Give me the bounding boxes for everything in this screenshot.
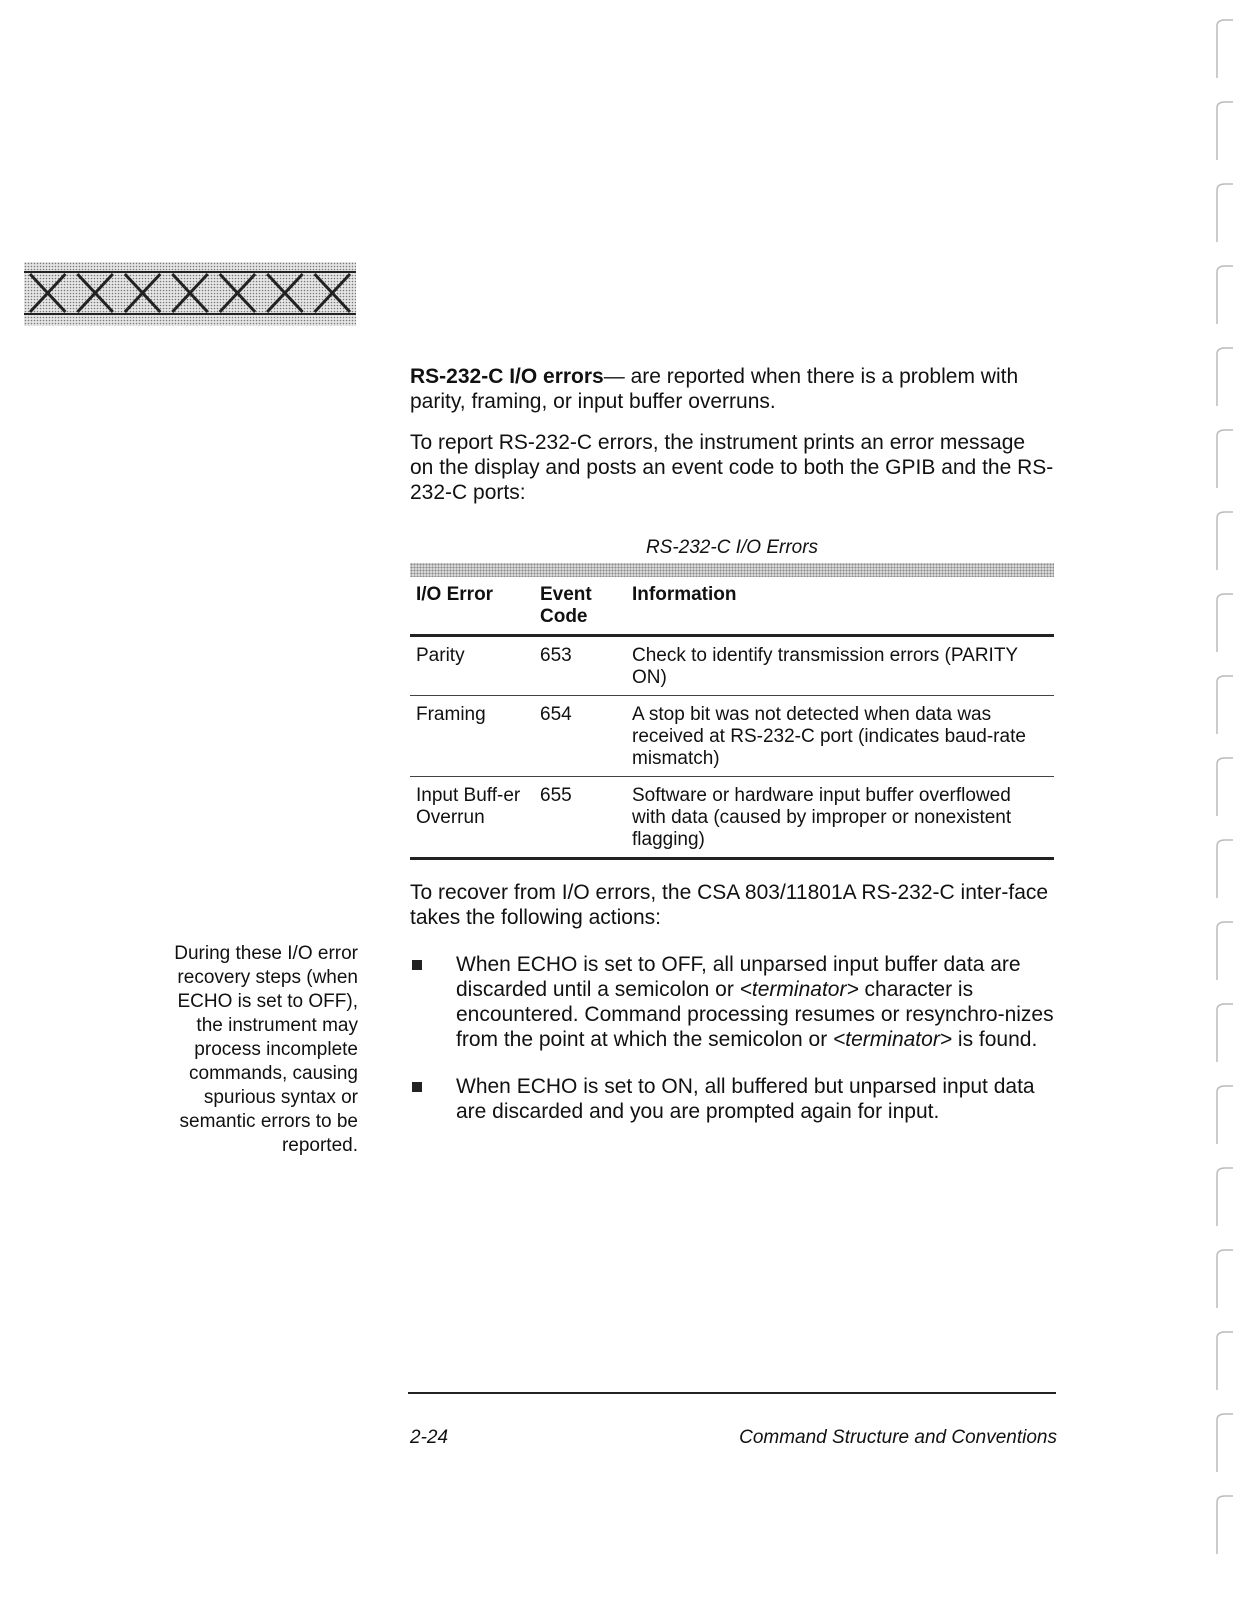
table-screen-band	[410, 563, 1054, 577]
square-bullet-icon	[412, 1082, 422, 1092]
io-errors-table	[410, 580, 1054, 860]
header-io-error: I/O Error	[410, 580, 534, 636]
table-row	[410, 636, 1054, 696]
intro-paragraph	[410, 364, 1054, 414]
edge-tab-mark	[1217, 594, 1233, 652]
cell-event-code: 654	[534, 696, 626, 777]
header-event-code: Event Code	[534, 580, 626, 636]
edge-tab-mark	[1217, 922, 1233, 980]
section-title: Command Structure and Conventions	[739, 1427, 1057, 1448]
cell-information: Check to identify transmission errors (PARITY ON)	[626, 636, 1054, 696]
cell-io-error: Input Buff-er Overrun	[410, 777, 534, 859]
table-row	[410, 696, 1054, 777]
edge-tab-mark	[1217, 1332, 1233, 1390]
cell-io-error: Parity	[410, 636, 534, 696]
square-bullet-icon	[412, 960, 422, 970]
edge-tab-marks	[1177, 0, 1237, 1600]
table-row	[410, 777, 1054, 859]
edge-tab-mark	[1217, 1496, 1233, 1554]
bullet-text-a: When ECHO is set to OFF, all unparsed input buffer data are discarded until a semicolon or	[456, 953, 1021, 1001]
edge-tab-mark	[1217, 1004, 1233, 1062]
intro-text: — are reported when there is a problem with parity, framing, or input buffer overruns.	[410, 365, 1019, 413]
report-paragraph: To report RS-232-C errors, the instrument prints an error message on the display and posts an event code to both the GPIB and the RS-232-C ports:	[410, 431, 1054, 504]
table-header-row	[410, 580, 1054, 636]
edge-tab-mark	[1217, 1250, 1233, 1308]
cell-event-code: 655	[534, 777, 626, 859]
edge-tab-mark	[1217, 1086, 1233, 1144]
recovery-actions-list	[410, 952, 1054, 1146]
edge-tab-mark	[1217, 102, 1233, 160]
list-item	[410, 1074, 1054, 1124]
edge-tab-mark	[1217, 1168, 1233, 1226]
chapter-tab-banner	[24, 262, 356, 326]
cell-event-code: 653	[534, 636, 626, 696]
edge-tab-mark	[1217, 266, 1233, 324]
bullet-text-b: character is encountered. Command processing resumes or resynchro-nizes from the point at which the semicolon or	[456, 978, 1054, 1051]
edge-tab-mark	[1217, 676, 1233, 734]
edge-tab-mark	[1217, 20, 1233, 78]
cell-io-error: Framing	[410, 696, 534, 777]
page-number: 2-24	[410, 1427, 449, 1448]
list-item	[410, 952, 1054, 1052]
margin-note: During these I/O error recovery steps (when ECHO is set to OFF), the instrument may process incomplete commands, causing spurious syntax or semantic errors to be reported.	[174, 943, 358, 1156]
edge-tab-mark	[1217, 1414, 1233, 1472]
header-information: Information	[626, 580, 1054, 636]
cell-information: A stop bit was not detected when data was received at RS-232-C port (indicates baud-rate mismatch)	[626, 696, 1054, 777]
edge-tab-mark	[1217, 512, 1233, 570]
bullet-text-c: is found.	[952, 1028, 1038, 1051]
footer-rule	[408, 1392, 1056, 1394]
recover-paragraph: To recover from I/O errors, the CSA 803/11801A RS-232-C inter-face takes the following actions:	[410, 881, 1049, 929]
intro-lead: RS-232-C I/O errors	[410, 365, 604, 388]
terminator-term: <terminator>	[739, 978, 859, 1001]
edge-tab-mark	[1217, 430, 1233, 488]
edge-tab-mark	[1217, 184, 1233, 242]
bullet-text-a: When ECHO is set to ON, all buffered but unparsed input data are discarded and you are prompted again for input.	[456, 1075, 1035, 1123]
edge-tab-mark	[1217, 348, 1233, 406]
edge-tab-mark	[1217, 840, 1233, 898]
table-caption: RS-232-C I/O Errors	[645, 537, 819, 558]
cell-information: Software or hardware input buffer overflowed with data (caused by improper or nonexistent flagging)	[626, 777, 1054, 859]
terminator-term: <terminator>	[833, 1028, 953, 1051]
edge-tab-mark	[1217, 758, 1233, 816]
